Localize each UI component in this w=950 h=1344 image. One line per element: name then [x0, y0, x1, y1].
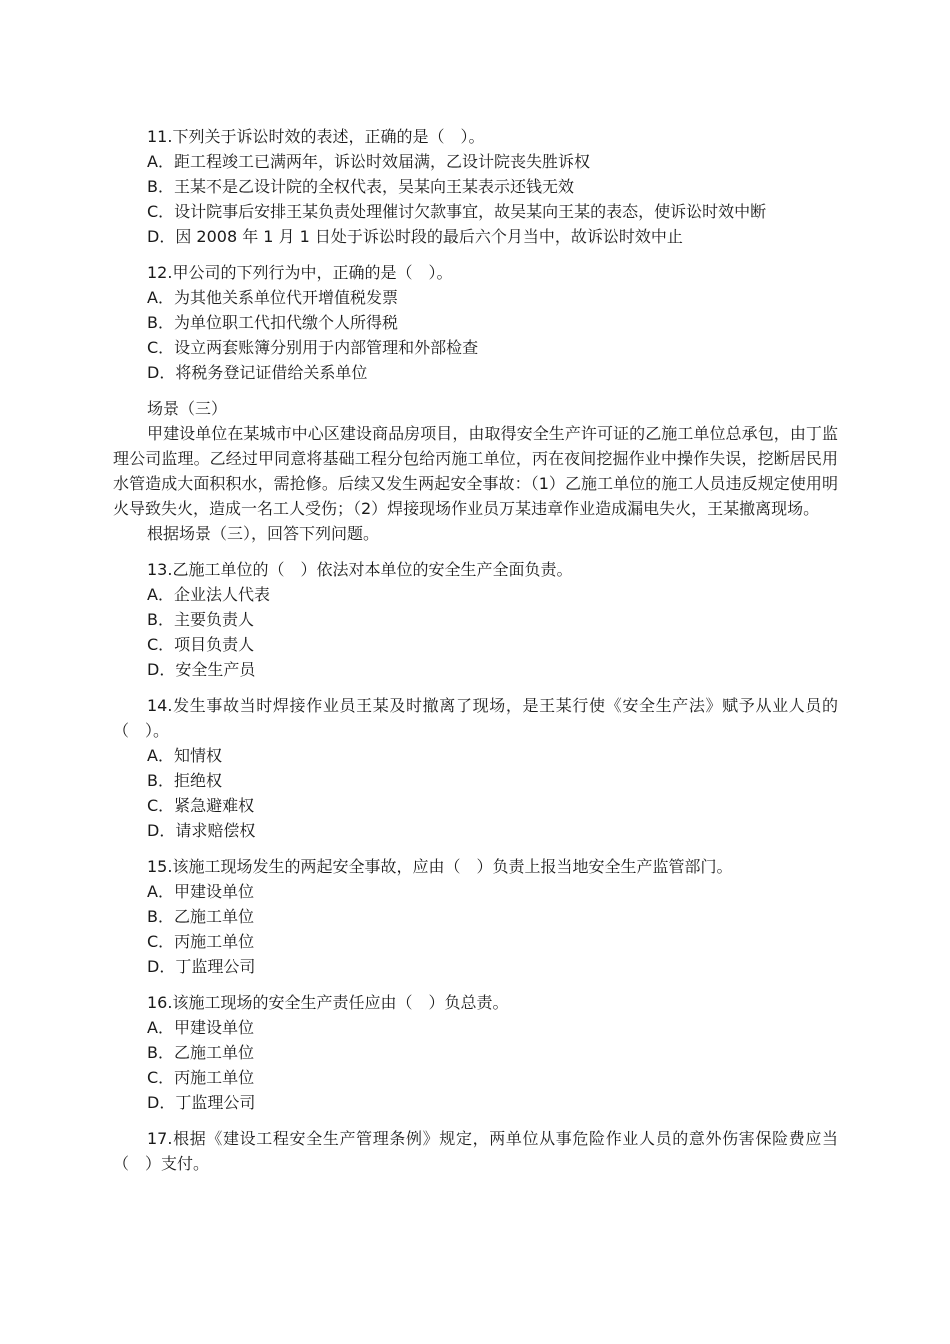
option-a: A．甲建设单位 [147, 1018, 254, 1037]
option-a: A．甲建设单位 [147, 882, 254, 901]
scenario-body: 甲建设单位在某城市中心区建设商品房项目，由取得安全生产许可证的乙施工单位总承包，由丁监理公司监理。乙经过甲同意将基础工程分包给丙施工单位，丙在夜间挖掘作业中操作失误，挖断居民用水管造成大面积积水，需抢修。后续又发生两起安全事故：（1）乙施工单位的施工人员违反规定使用明火导致失火，造成一名工人受伤；（2）焊接现场作业员万某违章作业造成漏电失火，王某撤离现场。 [113, 424, 838, 518]
question-17 [113, 1126, 838, 1176]
question-12 [113, 260, 838, 385]
option-a: A．企业法人代表 [147, 585, 270, 604]
question-stem: 17.根据《建设工程安全生产管理条例》规定，两单位从事危险作业人员的意外伤害保险费应当（ ）支付。 [113, 1129, 838, 1173]
scenario-heading: 场景（三） [147, 399, 228, 418]
question-stem: 11.下列关于诉讼时效的表述，正确的是（ ）。 [147, 127, 485, 146]
question-stem: 15.该施工现场发生的两起安全事故，应由（ ）负责上报当地安全生产监管部门。 [147, 857, 733, 876]
option-a: A．为其他关系单位代开增值税发票 [147, 288, 398, 307]
option-c: C．设立两套账簿分别用于内部管理和外部检查 [147, 338, 479, 357]
option-a: A．知情权 [147, 746, 222, 765]
question-11 [113, 124, 838, 249]
option-b: B．乙施工单位 [147, 907, 254, 926]
question-stem: 12.甲公司的下列行为中，正确的是（ ）。 [147, 263, 453, 282]
option-c: C．丙施工单位 [147, 1068, 255, 1087]
option-c: C．设计院事后安排王某负责处理催讨欠款事宜，故吴某向王某的表态，使诉讼时效中断 [147, 202, 767, 221]
option-b: B．拒绝权 [147, 771, 222, 790]
option-c: C．紧急避难权 [147, 796, 255, 815]
question-16 [113, 990, 838, 1115]
option-b: B．为单位职工代扣代缴个人所得税 [147, 313, 398, 332]
option-b: B．乙施工单位 [147, 1043, 254, 1062]
option-c: C．丙施工单位 [147, 932, 255, 951]
option-a: A．距工程竣工已满两年，诉讼时效届满，乙设计院丧失胜诉权 [147, 152, 590, 171]
option-c: C．项目负责人 [147, 635, 255, 654]
question-stem: 14.发生事故当时焊接作业员王某及时撤离了现场，是王某行使《安全生产法》赋予从业人员的（ ）。 [113, 696, 838, 740]
scenario-prompt: 根据场景（三），回答下列问题。 [147, 524, 380, 543]
option-d: D．将税务登记证借给关系单位 [147, 363, 368, 382]
option-d: D．丁监理公司 [147, 1093, 256, 1112]
question-13 [113, 557, 838, 682]
question-14 [113, 693, 838, 843]
option-d: D．因 2008 年 1 月 1 日处于诉讼时段的最后六个月当中，故诉讼时效中止 [147, 227, 683, 246]
option-b: B．主要负责人 [147, 610, 254, 629]
option-d: D．丁监理公司 [147, 957, 256, 976]
document-page [113, 124, 838, 1187]
question-15 [113, 854, 838, 979]
option-d: D．安全生产员 [147, 660, 256, 679]
question-stem: 13.乙施工单位的（ ）依法对本单位的安全生产全面负责。 [147, 560, 573, 579]
option-b: B．王某不是乙设计院的全权代表，吴某向王某表示还钱无效 [147, 177, 574, 196]
question-stem: 16.该施工现场的安全生产责任应由（ ）负总责。 [147, 993, 509, 1012]
option-d: D．请求赔偿权 [147, 821, 256, 840]
scenario-3 [113, 396, 838, 546]
